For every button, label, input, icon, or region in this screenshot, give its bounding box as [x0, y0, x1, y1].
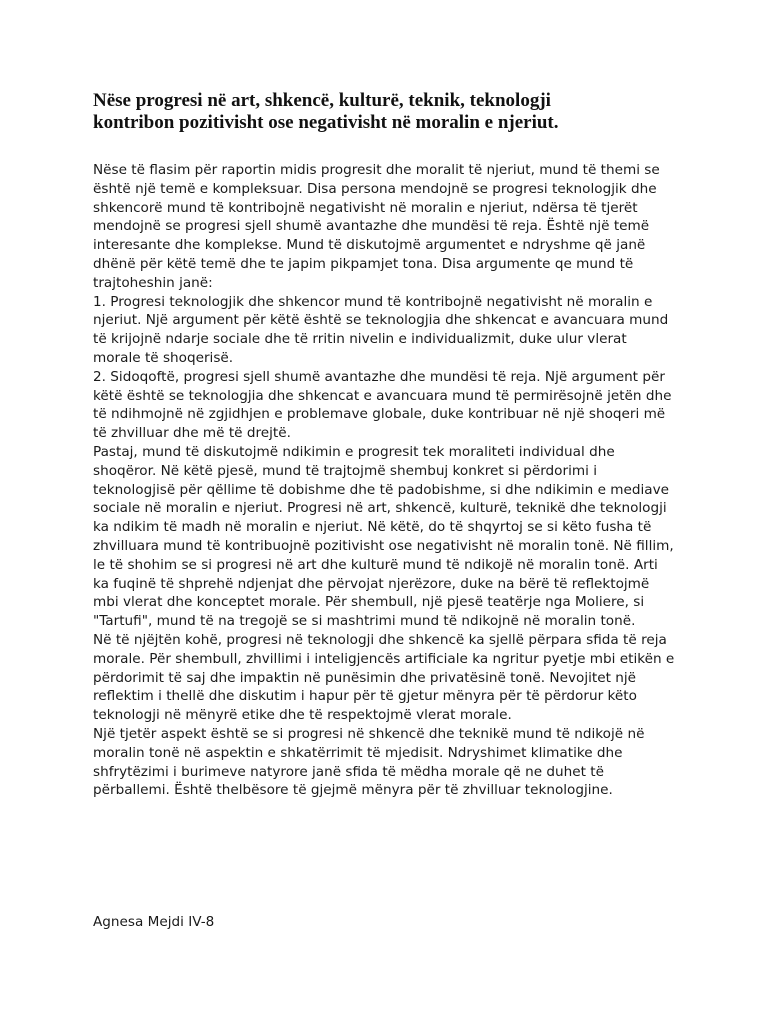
body-line: të krijojnë ndarje sociale dhe të rritin nivelin e individualizmit, duke ulur vlerat — [93, 331, 627, 348]
body-line: interesante dhe komplekse. Mund të diskutojmë argumentet e ndryshme që janë — [93, 237, 646, 254]
title-line: kontribon pozitivisht ose negativisht në moralin e njeriut. — [93, 112, 559, 133]
body-line: shkencorë mund të kontribojnë negativisht në moralin e njeriut, ndërsa të tjerët — [93, 199, 638, 216]
body-line: 1. Progresi teknologjik dhe shkencor mund të kontribojnë negativisht në moralin e — [93, 293, 653, 310]
body-line: dhënë për këtë temë dhe te japim pikpamjet tona. Disa argumente qe mund të — [93, 255, 634, 272]
body-line: 2. Sidoqoftë, progresi sjell shumë avantazhe dhe mundësi të reja. Një argument për — [93, 368, 665, 385]
body-line: mbi vlerat dhe konceptet morale. Për shembull, një pjesë teatërje nga Moliere, si — [93, 594, 645, 611]
body-line: përdorimit të saj dhe impaktin në punësimin dhe privatësinë tonë. Nevojitet një — [93, 669, 636, 686]
body-line: ka fuqinë të shprehë ndjenjat dhe përvojat njerëzore, duke na bërë të reflektojmë — [93, 575, 650, 592]
body-line: përballemi. Është thelbësore të gjejmë mënyra për të zhvilluar teknologjine. — [93, 782, 613, 799]
body-line: trajtoheshin janë: — [93, 274, 213, 291]
essay-body — [93, 161, 693, 800]
body-line: moralin tonë në aspektin e shkatërrimit të mjedisit. Ndryshimet klimatike dhe — [93, 744, 623, 761]
body-line: Nëse të flasim për raportin midis progresit dhe moralit të njeriut, mund të themi se — [93, 162, 660, 178]
body-line: zhvilluara mund të kontribuojnë pozitivisht ose negativisht në moralin tonë. Në fillim, — [93, 537, 674, 554]
body-line: teknologjisë për qëllime të dobishme dhe të padobishme, si dhe ndikimin e mediave — [93, 481, 670, 498]
body-line: është një temë e kompleksuar. Disa persona mendojnë se progresi teknologjik dhe — [93, 180, 657, 197]
title-line: Nëse progresi në art, shkencë, kulturë, teknik, teknologji — [93, 90, 551, 111]
body-line: mendojnë se progresi sjell shumë avantazhe dhe mundësi të reja. Është një temë — [93, 218, 650, 235]
author-signature: Agnesa Mejdi IV-8 — [93, 914, 215, 930]
body-line: le të shohim se si progresi në art dhe kulturë mund të ndikojë në moralin tonë. Arti — [93, 556, 658, 573]
body-line: njeriut. Një argument për këtë është se teknologjia dhe shkencat e avancuara mund — [93, 312, 669, 329]
body-line: ka ndikim të madh në moralin e njeriut. Në këtë, do të shqyrtoj se si këto fusha të — [93, 519, 652, 536]
body-line: të ndihmojnë në zgjidhjen e problemave globale, duke kontribuar në një shoqeri më — [93, 406, 666, 423]
body-line: teknologji në mënyrë etike dhe të respektojmë vlerat morale. — [93, 707, 512, 724]
body-line: reflektim i thellë dhe diskutim i hapur për të gjetur mënyra për të përdorur këto — [93, 688, 637, 705]
body-line: këtë është se teknologjia dhe shkencat e avancuara mund të permirësojnë jetën dhe — [93, 387, 672, 404]
document-title — [93, 90, 693, 134]
body-line: të zhvilluar dhe më të drejtë. — [93, 425, 291, 442]
body-line: Pastaj, mund të diskutojmë ndikimin e progresit tek moraliteti individual dhe — [93, 443, 615, 460]
body-line: "Tartufi", mund të na tregojë se si mashtrimi mund të ndikojnë në moralin tonë. — [93, 613, 636, 630]
body-line: shfrytëzimi i burimeve natyrore janë sfida të mëdha morale që ne duhet të — [93, 763, 604, 780]
body-line: morale. Për shembull, zhvillimi i inteligjencës artificiale ka ngritur pyetje mbi etikën e — [93, 650, 675, 667]
body-line: morale të shoqerisë. — [93, 349, 234, 366]
body-line: Një tjetër aspekt është se si progresi në shkencë dhe teknikë mund të ndikojë në — [93, 725, 645, 742]
body-line: sociale në moralin e njeriut. Progresi në art, shkencë, kulturë, teknikë dhe teknologji — [93, 500, 667, 517]
body-line: shoqëror. Në këtë pjesë, mund të trajtojmë shembuj konkret si përdorimi i — [93, 462, 597, 479]
body-line: Në të njëjtën kohë, progresi në teknologji dhe shkencë ka sjellë përpara sfida të reja — [93, 631, 667, 648]
